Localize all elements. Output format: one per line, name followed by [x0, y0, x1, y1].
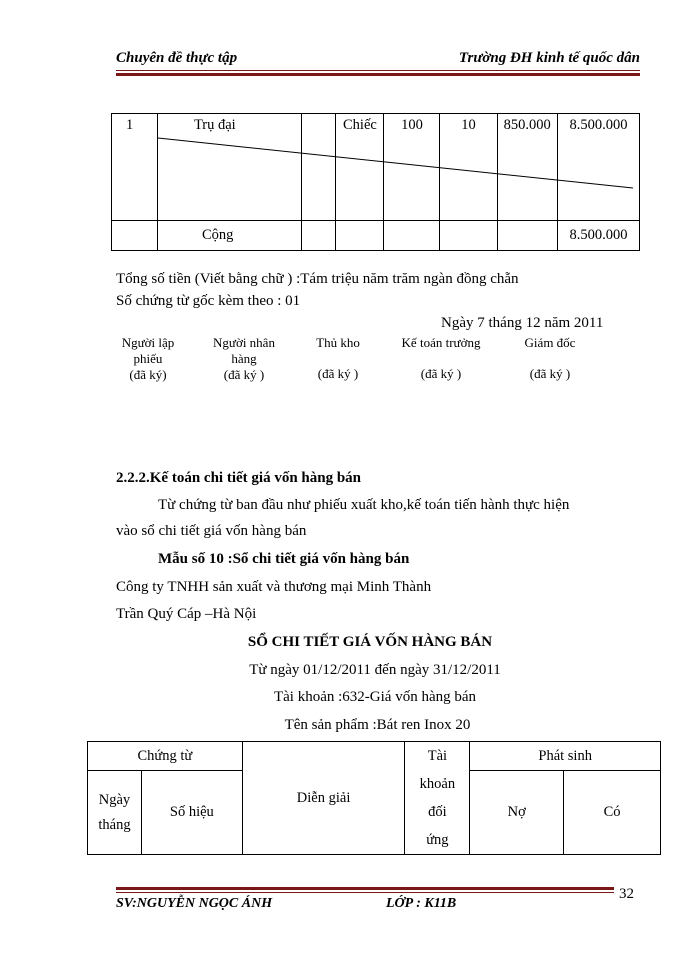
header-voucher: Chứng từ [88, 742, 243, 771]
amount-words: Tổng số tiền (Viết bằng chữ ) :Tám triệu năm trăm ngàn đồng chẵn [116, 271, 519, 287]
footer-rule-thick [116, 887, 614, 890]
contra-line-3: đối [428, 804, 447, 820]
signature-chief-accountant [386, 335, 496, 382]
form-title: Mẫu số 10 :Sổ chi tiết giá vốn hàng bán [158, 551, 410, 567]
cell-amount: 8.500.000 [557, 114, 639, 221]
signature-title-2 [300, 351, 376, 366]
cell-qty2: 10 [440, 114, 497, 221]
footer-student: SV:NGUYỄN NGỌC ÁNH [116, 896, 273, 911]
contra-line-1: Tài [427, 748, 448, 764]
ledger-period: Từ ngày 01/12/2011 đến ngày 31/12/2011 [249, 662, 501, 678]
footer-class: LỚP : K11B [386, 896, 457, 911]
header-number: Số hiệu [141, 771, 242, 855]
total-amount: 8.500.000 [557, 221, 639, 251]
header-debit: Nợ [470, 771, 564, 855]
cell-stt: 1 [112, 114, 158, 221]
header-credit: Có [564, 771, 661, 855]
company-name: Công ty TNHH sản xuất và thương mại Minh Thành [116, 579, 432, 595]
section-heading: 2.2.2.Kế toán chi tiết giá vốn hàng bán [116, 470, 362, 486]
signature-title: Người nhân [213, 335, 275, 350]
contra-line-2: khoản [419, 776, 456, 792]
footer-rule-thin [116, 892, 614, 893]
contra-line-4: ứng [426, 832, 449, 848]
signature-director [508, 335, 592, 382]
ledger-account: Tài khoản :632-Giá vốn hàng bán [273, 689, 477, 705]
ledger-header-row-1 [88, 742, 661, 771]
header-left: Chuyên đề thực tập [116, 50, 238, 66]
signature-status: (đã ký) [129, 367, 167, 382]
header-description: Diễn giải [242, 742, 405, 855]
signature-title-2: hàng [231, 351, 257, 366]
section-paragraph-2: vào sổ chi tiết giá vốn hàng bán [116, 523, 307, 539]
header-contra-account [405, 742, 470, 855]
header-arising: Phát sinh [470, 742, 661, 771]
date-line: Ngày 7 tháng 12 năm 2011 [441, 315, 604, 331]
cell-name: Trụ đại [157, 114, 301, 221]
page-number: 32 [619, 886, 634, 902]
cell-unit: Chiếc [336, 114, 384, 221]
section-paragraph-1: Từ chứng từ ban đầu như phiếu xuất kho,kế toán tiến hành thực hiện [158, 497, 570, 513]
signature-status: (đã ký ) [529, 366, 571, 381]
signature-title-2: phiếu [133, 351, 163, 366]
ledger-product: Tên sản phẩm :Bát ren Inox 20 [284, 717, 471, 733]
company-address: Trần Quý Cáp –Hà Nội [116, 606, 257, 622]
ledger-table [87, 741, 661, 855]
date-line-1: Ngày [98, 791, 131, 808]
signature-title: Giám đốc [524, 335, 576, 350]
signature-status: (đã ký ) [420, 366, 462, 381]
signature-preparer [110, 335, 186, 383]
signature-title-2 [508, 351, 592, 366]
signature-title: Người lập [121, 335, 175, 350]
total-label: Cộng [157, 221, 301, 251]
signature-storekeeper [300, 335, 376, 382]
header-right: Trường ĐH kinh tế quốc dân [458, 50, 640, 66]
signature-title-2 [386, 351, 496, 366]
date-line-2: tháng [98, 816, 131, 833]
signature-receiver [204, 335, 284, 383]
cell-qty1: 100 [384, 114, 440, 221]
signature-status: (đã ký ) [317, 366, 359, 381]
signature-title: Thủ kho [316, 335, 360, 350]
signature-status: (đã ký ) [223, 367, 265, 382]
header-date [88, 771, 142, 855]
attached-docs: Số chứng từ gốc kèm theo : 01 [116, 293, 301, 309]
cell-price: 850.000 [497, 114, 557, 221]
ledger-title: SỔ CHI TIẾT GIÁ VỐN HÀNG BÁN [247, 634, 493, 650]
signature-title: Kế toán trưởng [401, 335, 481, 350]
